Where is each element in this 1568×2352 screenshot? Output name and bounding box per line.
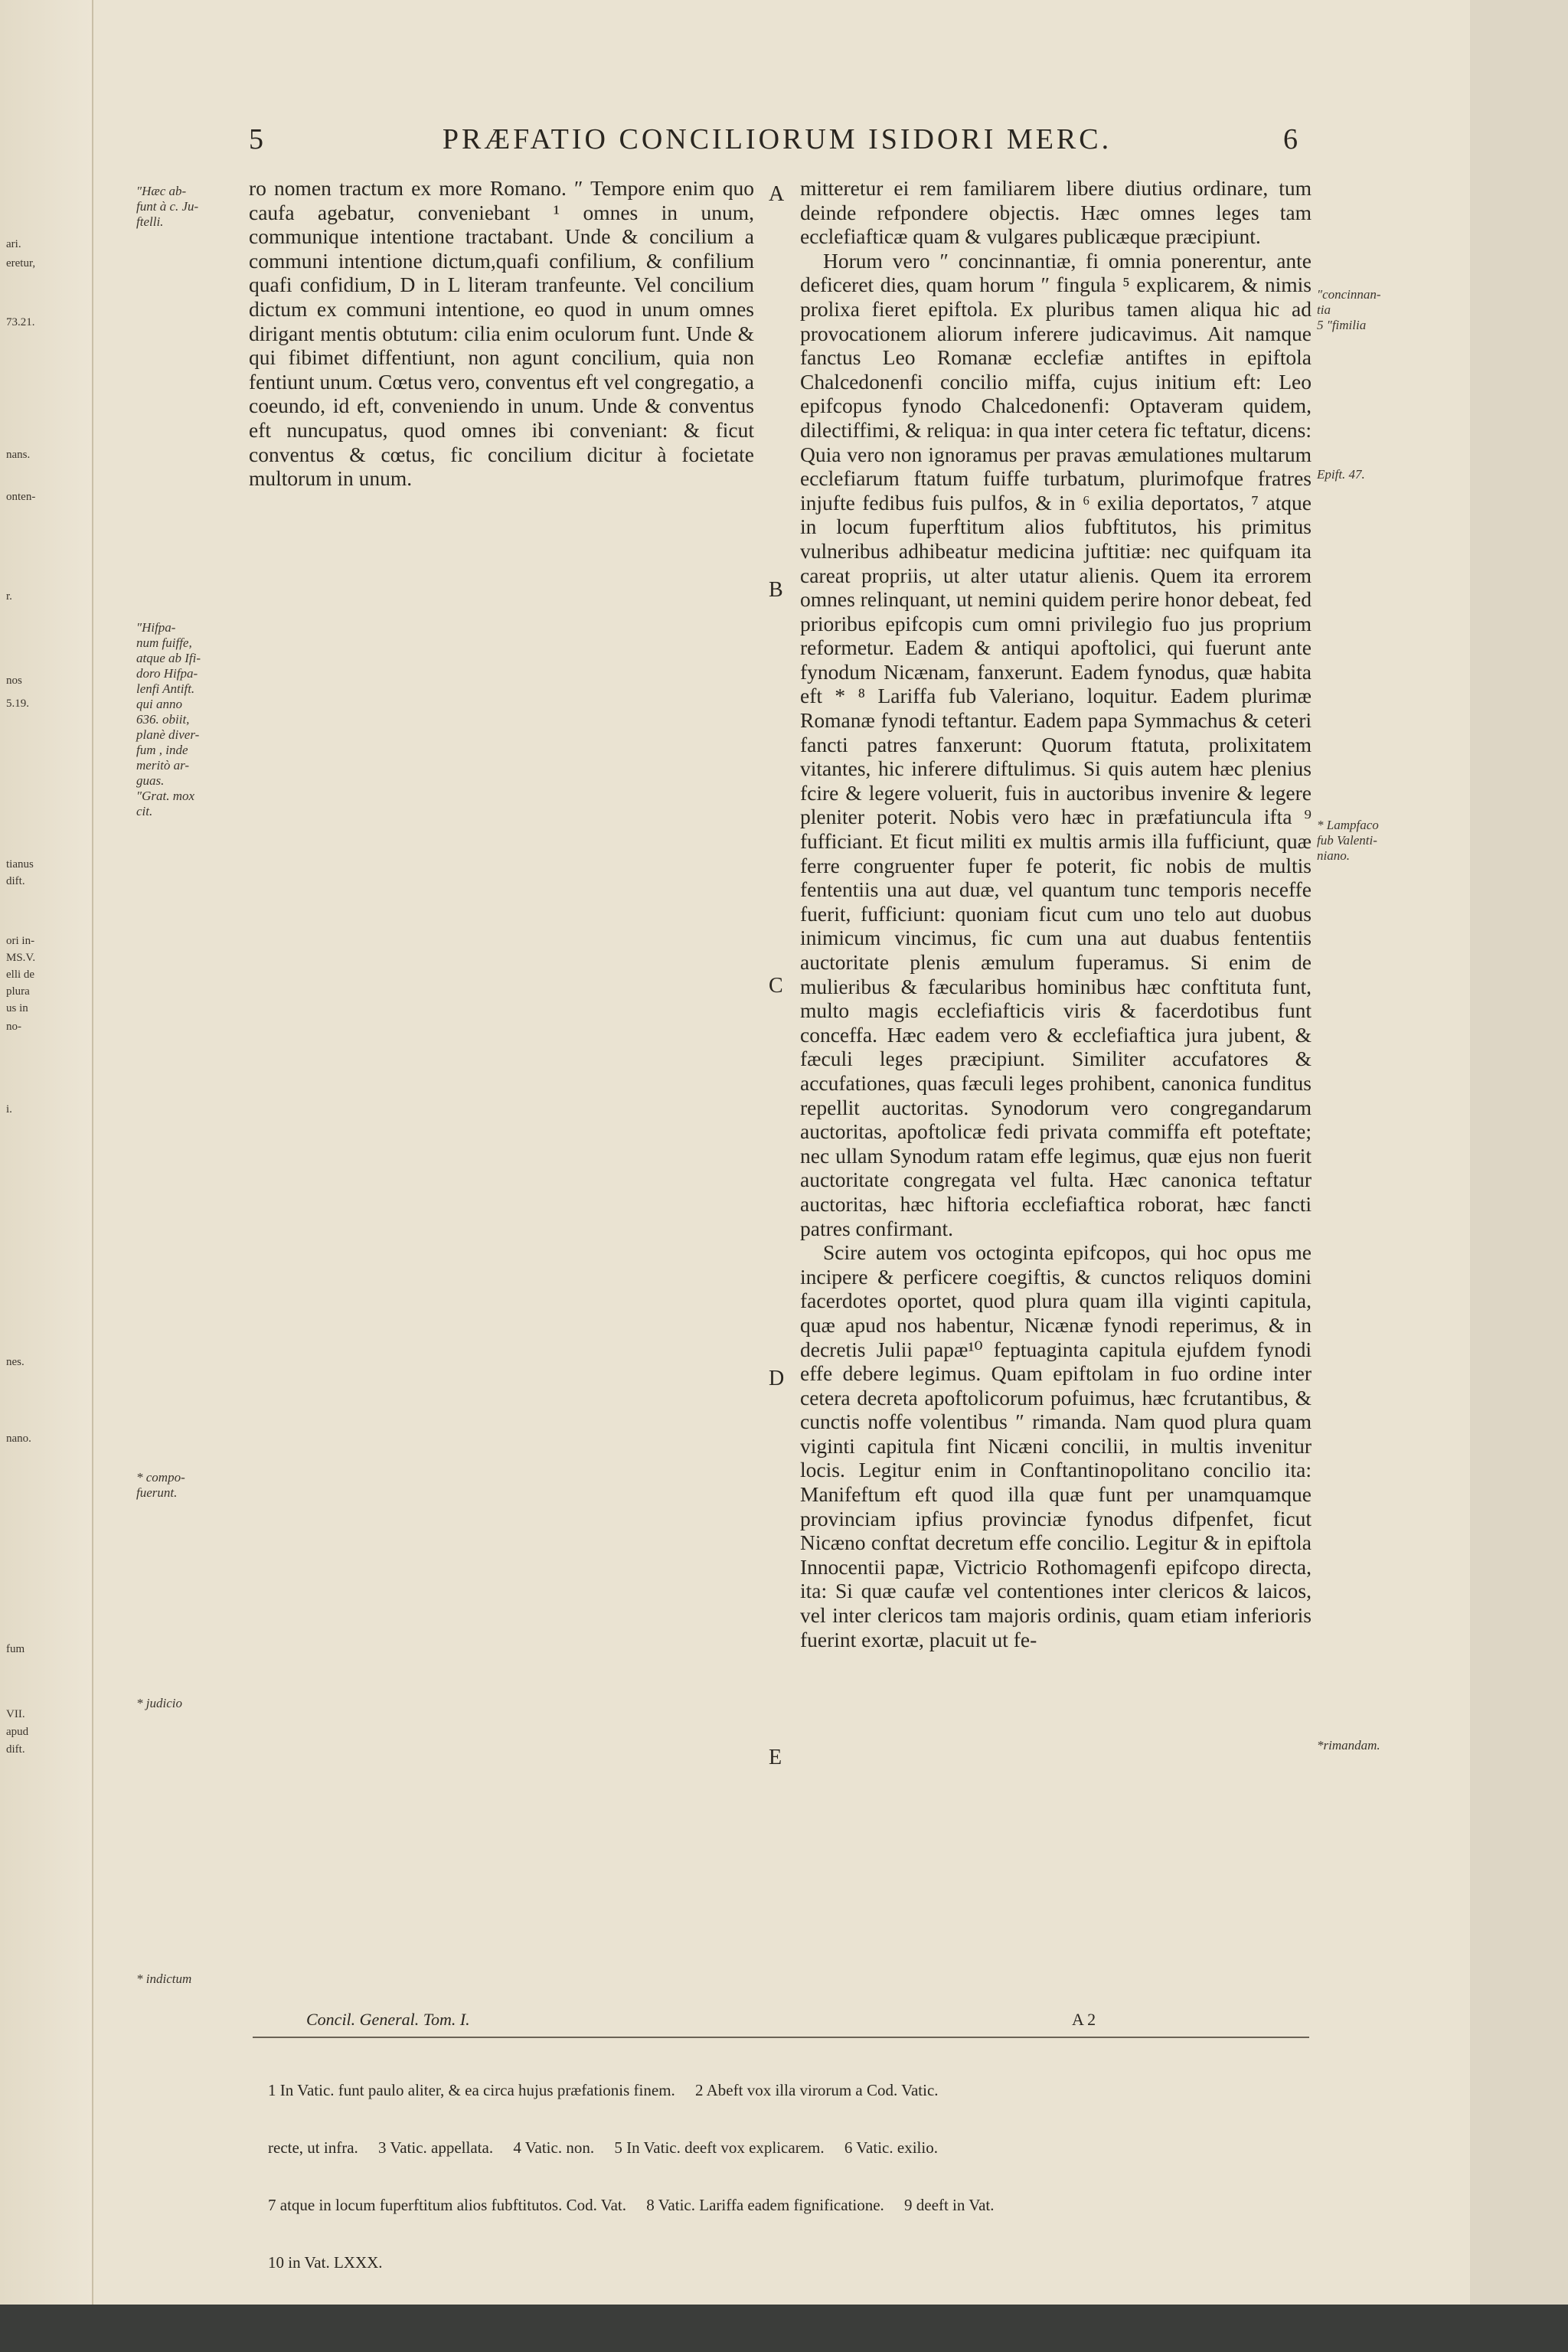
section-letter: B: [769, 578, 783, 602]
footnote-line: 1 In Vatic. funt paulo aliter, & ea circa hujus præfationis finem. 2 Abeft vox illa virorum a Cod. Vatic.: [268, 2081, 939, 2099]
margin-note: *rimandam.: [1317, 1738, 1380, 1753]
gutter-note: elli de: [6, 969, 35, 981]
footnote-rule: [253, 2037, 1309, 2038]
margin-note: * judicio: [136, 1696, 182, 1710]
margin-note: Epift. 47.: [1317, 467, 1365, 482]
background-surface: [1470, 0, 1568, 2305]
gutter-note: ori in-: [6, 935, 35, 947]
footnote-line: recte, ut infra. 3 Vatic. appellata. 4 Vatic. non. 5 In Vatic. deeft vox explicarem. 6 Vatic. exilio.: [268, 2138, 938, 2157]
page-number-left: 5: [249, 123, 263, 155]
gutter-note: nes.: [6, 1356, 24, 1368]
margin-note: ″concinnan- tia 5 ″fimilia: [1317, 287, 1381, 332]
gutter-note: no-: [6, 1021, 21, 1033]
gutter-note: nos: [6, 675, 22, 687]
gutter-note: 73.21.: [6, 316, 35, 328]
volume-line: Concil. General. Tom. I.: [306, 2010, 470, 2029]
footnote-line: 10 in Vat. LXXX.: [268, 2253, 383, 2272]
section-letter: C: [769, 974, 783, 998]
facing-page-edge: [0, 0, 93, 2305]
section-letter: E: [769, 1746, 782, 1769]
section-letter: A: [769, 182, 785, 206]
margin-note: * compo- fuerunt.: [136, 1470, 185, 1500]
gutter-note: fum: [6, 1643, 25, 1655]
signature-mark: A 2: [1072, 2010, 1096, 2029]
gutter-note: onten-: [6, 491, 36, 503]
gutter-note: tianus: [6, 858, 34, 871]
section-letter: D: [769, 1367, 785, 1390]
paragraph: Horum vero ″ concinnantiæ, fi omnia ponerentur, ante deficeret dies, quam horum ″ fingula ⁵ explicarem, & nimis prolixa fieret epiftola. Ex pluribus tamen aliqua hic ad provocationem aliorum inferere judicavimus. Ait namque fanctus Leo Romanæ ecclefiæ antiftes in epiftola Chalcedonenfi concilio miffa, cujus initium eft: Leo epifcopus fynodo Chalcedonenfi: Optaveram quidem, dilectiffimi, & reliqua: in qua inter cetera fic teftatur, dicens: Quia vero non ignoramus per pravas æmulationes multarum ecclefiarum ftatum fuiffe turbatum, plurimofque fratres injufte fedibus fuis pulfos, & in ⁶ exilia deportatos, ⁷ atque in locum fuperftitum alios fubftitutos, his primitus vulneribus adhibeatur medicina juftitiæ: nec quifquam ita careat propriis, ut alter utatur alienis. Quem ita errorem omnes relinquant, ut nemini quidem perire honor debeat, fed prioribus epifcopis cum omni privilegio fuo jus proprium reformetur. Eadem & antiqui apoftolici, qui fuerunt ante fynodum Nicænam, fanxerunt. Eadem fynodus, quæ habita eft * ⁸ Lariffa fub Valeriano, loquitur. Eadem plurimæ Romanæ fynodi teftantur. Eadem papa Symmachus & ceteri fancti patres fanxerunt: Quorum ftatuta, prolixitatem vitantes, hic inferere diftulimus. Si quis autem hæc plenius fcire & legere voluerit, fuis in auctoribus invenire & legere pleniter poterit. Nobis vero hæc in præfatiuncula ifta ⁹ fufficiant. Et ficut militi ex multis armis illa fufficiunt, quæ ferre congruenter fuper fe poterit, fic nobis de multis fententiis una aut duæ, vel quantum tunc temporis neceffe fuerit, fufficiunt: quoniam ficut cum uno telo aut duobus inimicum vincimus, fic cum una aut duabus fententiis auctoritate plenis æmulum fuperamus. Si enim de mulieribus & fæcularibus hominibus hæc conftituta funt, multo magis ecclefiafticis viris & facerdotibus funt conceffa. Hæc eadem vero & ecclefiaftica jura jubent, & fæculi leges præcipiunt. Similiter accufatores & accufationes, quas fæculi leges prohibent, canonica funditus repellit auctoritas. Synodorum vero congregandarum auctoritas, apoftolicæ fedi privata commiffa eft poteftate; nec ullam Synodum ratam effe legimus, quæ ejus non fuerit auctoritate congregata vel fulta. Hæc canonica teftatur auctoritas, hæc hiftoria ecclefiaftica roborat, hæc fancti patres confirmant.: [800, 248, 1312, 1240]
footnote-line: 7 atque in locum fuperftitum alios fubftitutos. Cod. Vat. 8 Vatic. Lariffa eadem fignificatione. 9 deeft in Vat.: [268, 2196, 995, 2214]
running-head: [249, 122, 1298, 161]
gutter-note: MS.V.: [6, 952, 36, 964]
gutter-note: dift.: [6, 875, 25, 887]
gutter-note: VII.: [6, 1708, 25, 1720]
text-column-right: [800, 176, 1312, 1651]
gutter-note: apud: [6, 1726, 29, 1738]
gutter-note: ari.: [6, 238, 21, 250]
gutter-note: dift.: [6, 1743, 25, 1756]
gutter-note: i.: [6, 1103, 12, 1116]
text-column-left: [249, 176, 754, 491]
margin-note: * Lampfaco fub Valenti- niano.: [1317, 818, 1379, 863]
gutter-note: eretur,: [6, 257, 36, 270]
gutter-note: 5.19.: [6, 697, 29, 710]
gutter-note: plura: [6, 985, 30, 998]
running-title: PRÆFATIO CONCILIORUM ISIDORI MERC.: [442, 123, 1112, 155]
footnotes: [268, 2043, 1309, 2292]
page-number-right: 6: [1283, 123, 1298, 155]
gutter-note: nano.: [6, 1432, 31, 1445]
book-edge: [0, 2305, 1568, 2352]
paragraph: Scire autem vos octoginta epifcopos, qui hoc opus me incipere & perficere coegiftis, & cunctos reliquos domini facerdotes oportet, quod plura quam illa viginti capitula, quæ apud nos habentur, Nicænæ fynodi reperimus, & in decretis Julii papæ¹⁰ feptuaginta capitula ejufdem fynodi effe debere legimus. Quam epiftolam in fuo ordine inter cetera decreta apoftolicorum pofuimus, hæc fcrutantibus, & cunctis noffe volentibus ″ rimanda. Nam quod plura quam viginti capitula fint Nicæni concilii, in multis invenitur locis. Legitur enim in Conftantinopolitano concilio ita: Manifeftum eft quod illa quæ funt per unamquamque provinciam ipfius provinciæ fynodus difpenfet, ficut Nicæno conftat decretum effe concilio. Legitur & in epiftola Innocentii papæ, Victricio Rothomagenfi epifcopo directa, ita: Si quæ caufæ vel contentiones inter clericos & laicos, vel inter clericos tam majoris ordinis, quam etiam inferioris fuerint exortæ, placuit ut fe-: [800, 1240, 1312, 1651]
gutter-note: us in: [6, 1002, 28, 1014]
paragraph: ro nomen tractum ex more Romano. ″ Tempore enim quo caufa agebatur, conveniebant ¹ omnes in unum, communique intentione tractabant. Unde & concilium a communi intentione dictum,quafi confilium, & confilium quafi confidium, D in L literam tranfeunte. Vel concilium dictum ex communi intentione, eo quod in unum omnes dirigant mentis obtutum: cilia enim oculorum funt. Unde & qui fibimet diffentiunt, non agunt concilium, quia non fentiunt unum. Cœtus vero, conventus eft vel congregatio, a coeundo, id eft, conveniendo in unum. Unde & conventus eft nuncupatus, quod omnes ibi conveniant: & ficut conventus & cœtus, fic concilium dicitur à focietate multorum in unum.: [249, 176, 754, 491]
margin-note: ″Hifpa- num fuiffe, atque ab Ifi- doro Hifpa- lenfi Antift. qui anno 636. obiit, planè diver- fum , inde meritò ar- guas. ″Grat. mox cit.: [136, 620, 201, 818]
paragraph: mitteretur ei rem familiarem libere diutius ordinare, tum deinde refpondere objectis. Hæc omnes leges tam ecclefiafticæ quam & vulgares publicæque præcipiunt.: [800, 176, 1312, 249]
gutter-note: r.: [6, 590, 12, 603]
gutter-note: nans.: [6, 449, 31, 461]
margin-note: ″Hæc ab- funt à c. Ju- ftelli.: [136, 184, 199, 229]
margin-note: * indictum: [136, 1971, 192, 1986]
